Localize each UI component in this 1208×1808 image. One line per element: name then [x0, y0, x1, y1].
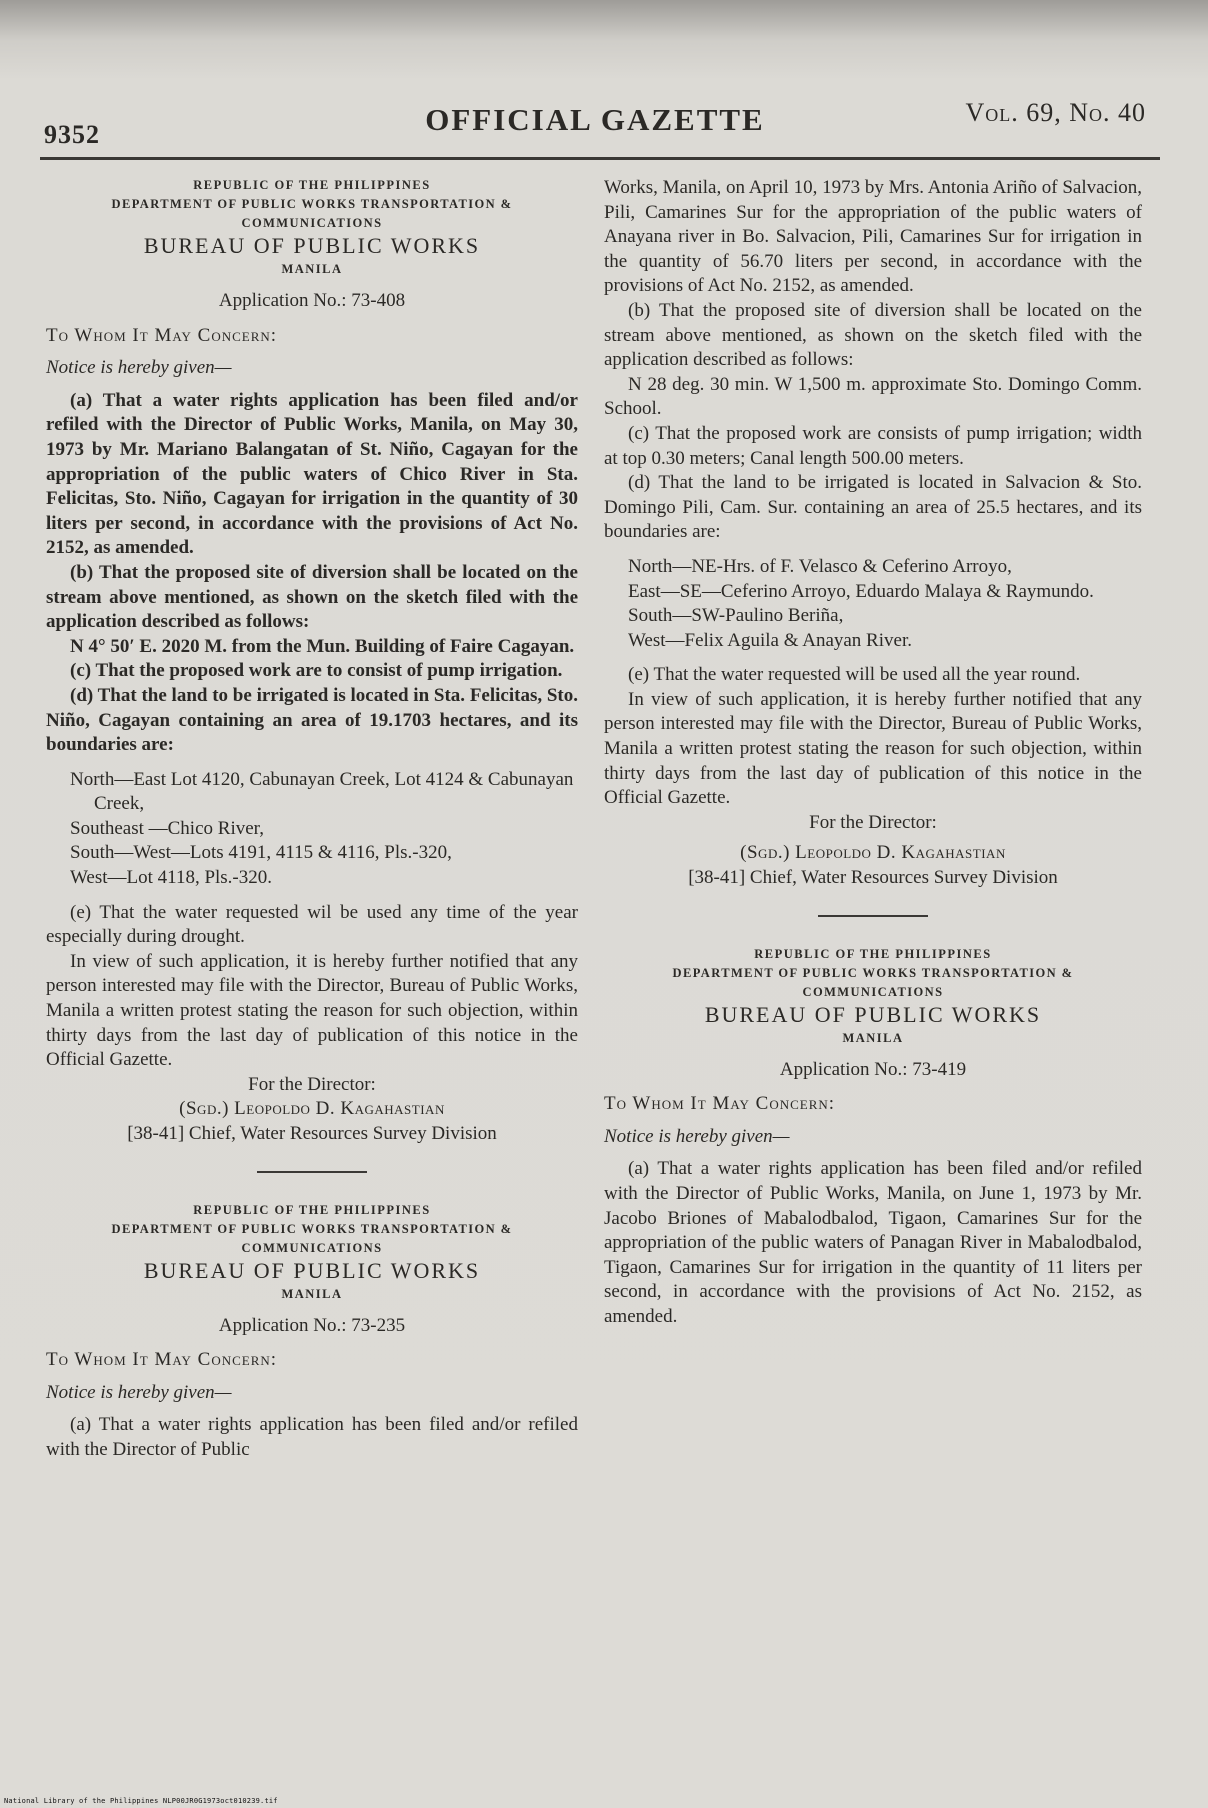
left-column [46, 176, 578, 1463]
page-header [44, 98, 1146, 149]
chief-title: [38-41] Chief, Water Resources Survey Division [688, 867, 1058, 889]
bureau-heading: BUREAU OF PUBLIC WORKS [143, 1257, 481, 1283]
boundary-south: South—SW-Paulino Beriña, [628, 605, 844, 627]
bureau-heading: BUREAU OF PUBLIC WORKS [704, 1001, 1042, 1027]
paragraph-a-continued: Works, Manila, on April 10, 1973 by Mrs. Antonia Ariño of Salvacion, Pili, Camarines Sur for the appropriation of the public waters of Anayana river in Bo. Salvacion, Pili, Camarines Sur for irrigation in the quantity of 56.70 liters per second, in accordance with the provisions of Act No. 2152, as amended. [604, 177, 1142, 297]
salutation: To Whom It May Concern: [604, 1093, 836, 1115]
application-number: Application No.: 73-408 [218, 290, 406, 311]
paragraph-a: (a) That a water rights application has been filed and/or refiled with the Director of Public Works, Manila, on May 30, 1973 by Mr. Mariano Balangatan of St. Niño, Cagayan for the appropriation of the public waters of Chico River in Sta. Felicitas, Sto. Niño, Cagayan for irrigation in the quantity of 30 liters per second, in accordance with the provisions of Act No. 2152, as amended. [46, 389, 578, 559]
department-heading: DEPARTMENT OF PUBLIC WORKS TRANSPORTATION & COMMUNICATIONS [672, 965, 1074, 999]
paragraph-a-start: (a) That a water rights application has been filed and/or refiled with the Director of Public [46, 1414, 578, 1460]
republic-heading: REPUBLIC OF THE PHILIPPINES [754, 946, 992, 961]
paragraph-c: (c) That the proposed work are to consist of pump irrigation. [70, 660, 563, 682]
paragraph-e: (e) That the water requested will be used all the year round. [628, 664, 1081, 686]
chief-title: [38-41] Chief, Water Resources Survey Division [127, 1123, 497, 1144]
department-heading: DEPARTMENT OF PUBLIC WORKS TRANSPORTATION & COMMUNICATIONS [111, 1221, 513, 1255]
signature: (Sgd.) Leopoldo D. Kagahastian [740, 842, 1006, 864]
republic-heading: REPUBLIC OF THE PHILIPPINES [193, 178, 431, 192]
signature: (Sgd.) Leopoldo D. Kagahastian [179, 1098, 445, 1120]
city-heading: MANILA [281, 262, 343, 276]
scan-footer: National Library of the Philippines NLP00JR0G1973oct010239.tif [4, 1797, 278, 1805]
notice-given: Notice is hereby given— [46, 357, 232, 379]
for-director: For the Director: [809, 811, 937, 833]
section-divider [818, 915, 928, 917]
for-director: For the Director: [248, 1073, 376, 1095]
republic-heading: REPUBLIC OF THE PHILIPPINES [193, 1202, 431, 1217]
notice-73-235 [46, 1201, 578, 1463]
salutation: To Whom It May Concern: [46, 1349, 278, 1371]
section-divider [257, 1171, 367, 1173]
paragraph-d: (d) That the land to be irrigated is located in Salvacion & Sto. Domingo Pili, Cam. Sur. containing an area of 25.5 hectares, and its boundaries are: [604, 472, 1142, 543]
diversion-location: N 28 deg. 30 min. W 1,500 m. approximate Sto. Domingo Comm. School. [604, 373, 1142, 420]
boundary-west: West—Felix Aguila & Anayan River. [628, 629, 912, 651]
notice-given: Notice is hereby given— [46, 1381, 232, 1403]
gazette-title: OFFICIAL GAZETTE [425, 102, 765, 137]
notice-73-235-continued [604, 176, 1142, 891]
boundary-southeast: Southeast —Chico River, [70, 817, 264, 839]
department-heading: DEPARTMENT OF PUBLIC WORKS TRANSPORTATION & COMMUNICATIONS [111, 197, 513, 230]
boundary-south-west: South—West—Lots 4191, 4115 & 4116, Pls.-320, [70, 842, 452, 864]
paragraph-b: (b) That the proposed site of diversion shall be located on the stream above mentioned, as shown on the sketch filed with the application described as follows: [604, 299, 1142, 371]
application-number: Application No.: 73-235 [218, 1314, 406, 1336]
bureau-heading: BUREAU OF PUBLIC WORKS [143, 233, 481, 258]
notice-73-408 [46, 176, 578, 1147]
notice-73-419 [604, 945, 1142, 1330]
header-rule [40, 157, 1160, 160]
boundary-north-east: North—East Lot 4120, Cabunayan Creek, Lot 4124 & Cabunayan Creek, [70, 768, 574, 815]
protest-paragraph: In view of such application, it is hereby further notified that any person interested may file with the Director, Bureau of Public Works, Manila a written protest stating the reason for such objection, within thirty days from the last day of publication of this notice in the Official Gazette. [46, 950, 578, 1071]
city-heading: MANILA [842, 1030, 904, 1045]
salutation: To Whom It May Concern: [46, 324, 278, 346]
page-number: 9352 [44, 120, 100, 149]
paragraph-b: (b) That the proposed site of diversion shall be located on the stream above mentioned, as shown on the sketch filed with the application described as follows: [46, 561, 578, 633]
boundary-north: North—NE-Hrs. of F. Velasco & Ceferino Arroyo, [628, 555, 1012, 577]
paragraph-a: (a) That a water rights application has been filed and/or refiled with the Director of Public Works, Manila, on June 1, 1973 by Mr. Jacobo Briones of Mabalodbalod, Tigaon, Camarines Sur for the appropriation of the public waters of Panagan River in Mabalodbalod, Tigaon, Camarines Sur for irrigation in the quantity of 11 liters per second, in accordance with the provisions of Act No. 2152, as amended. [604, 1158, 1142, 1327]
paragraph-c: (c) That the proposed work are consists of pump irrigation; width at top 0.30 meters; Canal length 500.00 meters. [604, 422, 1142, 469]
boundary-west: West—Lot 4118, Pls.-320. [70, 867, 273, 889]
protest-paragraph: In view of such application, it is hereby further notified that any person interested may file with the Director, Bureau of Public Works, Manila a written protest stating the reason for such objection, within thirty days from the last day of publication of this notice in the Official Gazette. [604, 688, 1142, 809]
paragraph-d: (d) That the land to be irrigated is located in Sta. Felicitas, Sto. Niño, Cagayan containing an area of 19.1703 hectares, and its boundaries are: [46, 684, 578, 756]
right-column [604, 176, 1142, 1330]
notice-given: Notice is hereby given— [604, 1125, 790, 1147]
volume-number: Vol. 69, No. 40 [965, 98, 1146, 127]
application-number: Application No.: 73-419 [779, 1058, 967, 1080]
city-heading: MANILA [281, 1286, 343, 1301]
paragraph-e: (e) That the water requested wil be used any time of the year especially during drought. [46, 901, 578, 948]
boundary-east: East—SE—Ceferino Arroyo, Eduardo Malaya & Raymundo. [628, 580, 1094, 602]
diversion-location: N 4° 50′ E. 2020 M. from the Mun. Building of Faire Cagayan. [70, 635, 575, 657]
